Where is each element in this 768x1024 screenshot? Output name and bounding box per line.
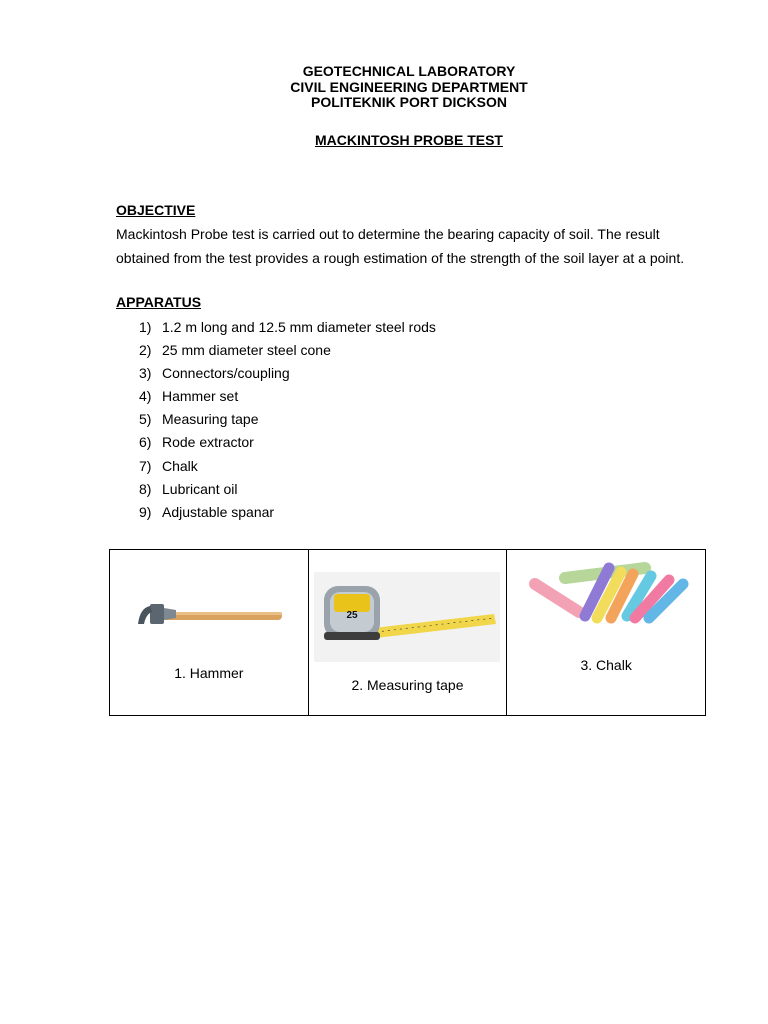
list-number: 5) — [139, 411, 152, 428]
document-header — [0, 64, 768, 111]
list-text: 25 mm diameter steel cone — [162, 342, 331, 359]
list-number: 4) — [139, 388, 152, 405]
apparatus-list — [139, 316, 436, 524]
list-text: Rode extractor — [162, 434, 254, 451]
chalk-icon — [525, 558, 689, 630]
list-number: 2) — [139, 342, 152, 359]
list-item — [139, 408, 436, 431]
page-title: MACKINTOSH PROBE TEST — [315, 132, 503, 148]
chalk-caption: 3. Chalk — [580, 657, 632, 673]
institution-name: POLITEKNIK PORT DICKSON — [310, 94, 507, 110]
list-number: 8) — [139, 480, 152, 497]
photo-cell-hammer — [110, 550, 309, 716]
list-number: 7) — [139, 457, 152, 474]
lab-name: GEOTECHNICAL LABORATORY — [302, 63, 516, 79]
list-item — [139, 339, 436, 362]
photo-cell-chalk — [507, 550, 706, 716]
list-number: 3) — [139, 365, 152, 382]
hammer-icon — [136, 598, 286, 638]
list-text: Hammer set — [162, 388, 239, 405]
list-item — [139, 385, 436, 408]
hammer-caption: 1. Hammer — [174, 665, 244, 681]
list-item — [139, 362, 436, 385]
list-text: Adjustable spanar — [162, 503, 275, 520]
objective-heading: OBJECTIVE — [116, 202, 196, 218]
list-item — [139, 431, 436, 454]
list-item — [139, 455, 436, 478]
list-item — [139, 316, 436, 339]
objective-text: Mackintosh Probe test is carried out to determine the bearing capacity of soil. The result obtained from the test provides a rough estimation of the strength of the soil layer at a point. — [116, 226, 685, 266]
measuring-tape-icon — [314, 572, 500, 662]
list-text: Lubricant oil — [162, 480, 238, 497]
list-number: 1) — [139, 319, 152, 335]
measuring-tape-caption: 2. Measuring tape — [351, 677, 464, 693]
tape-label: 25 — [346, 610, 358, 621]
list-text: Chalk — [162, 457, 198, 474]
list-number: 9) — [139, 503, 152, 520]
apparatus-heading: APPARATUS — [116, 294, 202, 310]
list-number: 6) — [139, 434, 152, 451]
list-text: Connectors/coupling — [162, 365, 290, 382]
list-text: 1.2 m long and 12.5 mm diameter steel rods — [162, 319, 436, 335]
department-name: CIVIL ENGINEERING DEPARTMENT — [290, 78, 528, 95]
photo-cell-measuring-tape — [308, 550, 507, 716]
apparatus-photo-table — [109, 549, 706, 716]
list-text: Measuring tape — [162, 411, 259, 428]
list-item — [139, 501, 436, 524]
list-item — [139, 478, 436, 501]
